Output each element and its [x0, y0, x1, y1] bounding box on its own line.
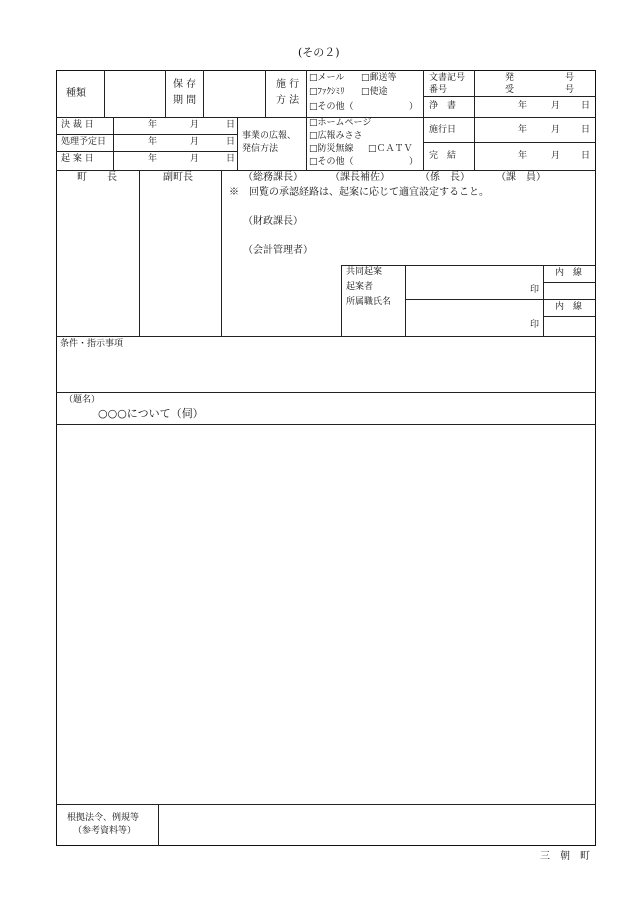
- drafter-label: 起案者: [346, 282, 374, 292]
- enforce-month: 月: [551, 125, 561, 135]
- drafter-name-field-2[interactable]: [406, 300, 526, 335]
- doc-number-label-2: 番号: [429, 85, 448, 95]
- draft-year: 年: [148, 154, 158, 164]
- fair-copy-month: 月: [551, 101, 561, 111]
- routing-note: ※ 回覧の承認経路は、起案に応じて適宜設定すること。: [229, 187, 489, 198]
- publicity-label-2: 発信方法: [242, 144, 279, 154]
- seal-mark-2: 印: [530, 320, 540, 330]
- draft-day: 日: [226, 154, 236, 164]
- extension-field-1[interactable]: [544, 283, 595, 298]
- general-affairs-label: （総務課長）: [243, 172, 303, 183]
- checkbox-radio[interactable]: □防災無線: [309, 144, 354, 154]
- checkbox-bulletin[interactable]: □広報みささ: [309, 131, 363, 141]
- retention-label: 保 存: [173, 79, 197, 90]
- mayor-label: 町 長: [77, 172, 117, 183]
- decision-year: 年: [148, 120, 158, 130]
- checkbox-mail[interactable]: □メール: [309, 73, 345, 83]
- vice-mayor-seal-box[interactable]: [140, 186, 220, 335]
- scheduled-day: 日: [226, 137, 236, 147]
- dept-name-label: 所属職氏名: [346, 297, 392, 307]
- other-publicity-close: ）: [409, 157, 419, 167]
- extension-field-2[interactable]: [544, 317, 595, 335]
- complete-month: 月: [551, 151, 561, 161]
- subject-value[interactable]: ○○○について（伺）: [98, 407, 204, 420]
- fair-copy-year: 年: [518, 101, 528, 111]
- send-label: 発: [505, 73, 515, 83]
- retention-label-2: 期 間: [173, 95, 197, 106]
- footer-town-name: 三 朝 町: [540, 851, 590, 862]
- enforce-date-label: 施行日: [429, 125, 457, 135]
- finance-label: （財政課長）: [243, 216, 303, 227]
- basis-field[interactable]: [159, 805, 595, 845]
- checkbox-messenger[interactable]: □使途: [361, 87, 388, 97]
- draft-month: 月: [190, 154, 200, 164]
- mayor-seal-box[interactable]: [57, 186, 138, 335]
- fair-copy-label: 浄 書: [429, 101, 457, 111]
- fair-copy-day: 日: [581, 101, 591, 111]
- vice-mayor-label: 副町長: [163, 172, 193, 183]
- conditions-field[interactable]: [57, 352, 595, 391]
- seal-mark-1: 印: [530, 285, 540, 295]
- subject-label: （題名）: [64, 395, 101, 405]
- recv-label: 受: [505, 85, 515, 95]
- enforce-method-label-2: 方 法: [276, 95, 300, 106]
- joint-draft-label: 共同起案: [346, 267, 383, 277]
- send-suffix: 号: [565, 73, 575, 83]
- decision-date-label: 決 裁 日: [61, 120, 94, 130]
- checkbox-fax[interactable]: □ﾌｧｸｼﾐﾘ: [309, 87, 345, 97]
- body-text-area[interactable]: [57, 425, 595, 803]
- complete-label: 完 結: [429, 151, 457, 161]
- section-head-label: （係 長）: [420, 172, 470, 183]
- other-method-close: ）: [409, 102, 419, 112]
- checkbox-homepage[interactable]: □ホームページ: [309, 118, 372, 128]
- staff-label: （課 員）: [496, 172, 546, 183]
- type-field[interactable]: [105, 71, 164, 116]
- publicity-label: 事業の広報、: [242, 131, 297, 141]
- checkbox-other-publicity[interactable]: □その他（: [309, 157, 354, 167]
- enforce-method-label: 施 行: [276, 79, 300, 90]
- draft-date-label: 起 案 日: [61, 154, 94, 164]
- enforce-year: 年: [518, 125, 528, 135]
- extension-label-1: 内 線: [555, 268, 583, 278]
- scheduled-year: 年: [148, 137, 158, 147]
- accounting-label: （会計管理者）: [243, 245, 313, 256]
- checkbox-other-method[interactable]: □その他（: [309, 102, 354, 112]
- drafter-name-field-1[interactable]: [406, 266, 526, 298]
- complete-year: 年: [518, 151, 528, 161]
- recv-suffix: 号: [565, 85, 575, 95]
- scheduled-month: 月: [190, 137, 200, 147]
- conditions-label: 条件・指示事項: [60, 339, 124, 349]
- page-label: (その２): [298, 46, 340, 59]
- basis-label-2: （参考資料等）: [73, 826, 137, 836]
- enforce-day: 日: [581, 125, 591, 135]
- checkbox-post[interactable]: □郵送等: [361, 73, 397, 83]
- complete-day: 日: [581, 151, 591, 161]
- retention-field[interactable]: [204, 71, 264, 116]
- decision-month: 月: [190, 120, 200, 130]
- checkbox-catv[interactable]: □ＣＡＴＶ: [368, 144, 413, 154]
- extension-label-2: 内 線: [555, 302, 583, 312]
- scheduled-date-label: 処理予定日: [61, 137, 107, 147]
- doc-number-label: 文書記号: [429, 73, 466, 83]
- decision-day: 日: [226, 120, 236, 130]
- type-label: 種類: [66, 88, 86, 99]
- basis-label: 根拠法令、例規等: [67, 813, 140, 823]
- deputy-chief-label: （課長補佐）: [330, 172, 390, 183]
